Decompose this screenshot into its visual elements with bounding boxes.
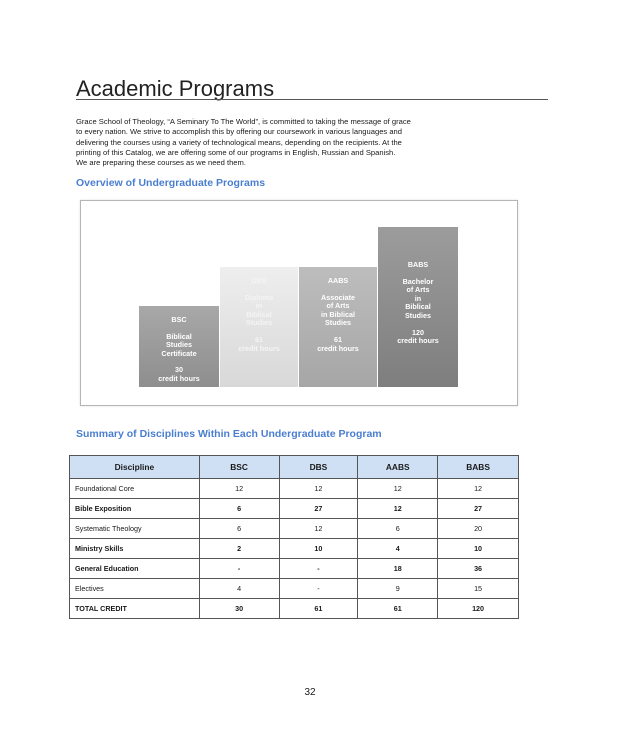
column-header: DBS <box>279 456 358 479</box>
table-cell: TOTAL CREDIT <box>70 599 200 619</box>
program-desc-line: Bachelor <box>402 276 434 286</box>
disciplines-table <box>69 455 519 619</box>
table-cell: 61 <box>358 599 438 619</box>
table-cell: 4 <box>358 539 438 559</box>
table-cell: - <box>279 559 358 579</box>
table-row <box>70 479 519 499</box>
column-header: BSC <box>199 456 279 479</box>
table-cell: 9 <box>358 579 438 599</box>
intro-line: delivering the courses using a variety of technological means, depending on the recipients. At the <box>76 137 402 147</box>
table-row <box>70 499 519 519</box>
table-cell: Foundational Core <box>70 479 200 499</box>
program-block-babs <box>378 227 458 387</box>
table-cell: 120 <box>438 599 519 619</box>
table-cell: 20 <box>438 519 519 539</box>
program-credits-label: credit hours <box>397 336 439 346</box>
program-code: BABS <box>407 260 429 269</box>
intro-line: to every nation. We strive to accomplish this by offering our coursework in various languages and <box>76 127 402 137</box>
table-cell: 10 <box>438 539 519 559</box>
table-cell: 18 <box>358 559 438 579</box>
program-desc-line: in <box>255 301 263 311</box>
table-cell: 12 <box>279 479 358 499</box>
table-cell: 27 <box>279 499 358 519</box>
column-header: AABS <box>358 456 438 479</box>
table-cell: 6 <box>199 519 279 539</box>
program-credits-label: credit hours <box>238 343 280 353</box>
program-desc-line: of Arts <box>406 285 430 295</box>
table-total-row <box>70 599 519 619</box>
table-cell: 4 <box>199 579 279 599</box>
table-cell: - <box>279 579 358 599</box>
intro-line: printing of this Catalog, we are offering some of our programs in English, Russian and Spanish. <box>76 147 396 157</box>
page-number: 32 <box>304 687 316 698</box>
table-row <box>70 539 519 559</box>
table-cell: 61 <box>279 599 358 619</box>
program-desc-line: Associate <box>321 292 355 302</box>
program-desc-line: Diploma <box>244 292 274 302</box>
program-credits-value: 61 <box>255 334 263 344</box>
program-credits-value: 61 <box>334 334 342 344</box>
program-credits-label: credit hours <box>158 373 200 383</box>
program-desc-line: in Biblical <box>321 309 355 319</box>
table-row <box>70 559 519 579</box>
program-desc-line: Biblical <box>166 331 192 341</box>
column-header: BABS <box>438 456 519 479</box>
intro-line: Grace School of Theology, “A Seminary To The World”, is committed to taking the message of grace <box>76 117 411 126</box>
table-cell: 15 <box>438 579 519 599</box>
table-cell: 30 <box>199 599 279 619</box>
page-title: Academic Programs <box>76 76 275 101</box>
table-cell: 12 <box>199 479 279 499</box>
table-row <box>70 519 519 539</box>
program-desc-line: in <box>414 293 422 303</box>
table-row <box>70 579 519 599</box>
program-desc-line: Studies <box>246 318 272 328</box>
table-cell: Electives <box>70 579 200 599</box>
program-desc-line: Studies <box>405 310 431 320</box>
table-cell: 10 <box>279 539 358 559</box>
program-code: AABS <box>327 276 349 285</box>
table-cell: 12 <box>438 479 519 499</box>
table-cell: Ministry Skills <box>70 539 200 559</box>
overview-heading: Overview of Undergraduate Programs <box>76 177 266 189</box>
program-credits-value: 30 <box>175 365 183 375</box>
intro-line: We are preparing these courses as we need them. <box>76 158 246 168</box>
program-desc-line: Studies <box>325 318 351 328</box>
program-credits-label: credit hours <box>317 343 359 353</box>
table-cell: 6 <box>199 499 279 519</box>
table-cell: 2 <box>199 539 279 559</box>
program-block-bsc <box>139 306 219 387</box>
table-cell: 36 <box>438 559 519 579</box>
table-cell: Systematic Theology <box>70 519 200 539</box>
intro-paragraph <box>76 117 546 168</box>
summary-heading: Summary of Disciplines Within Each Undergraduate Program <box>76 428 382 440</box>
column-header: Discipline <box>70 456 200 479</box>
table-cell: Bible Exposition <box>70 499 200 519</box>
table-cell: General Education <box>70 559 200 579</box>
table-cell: 12 <box>279 519 358 539</box>
table-cell: 12 <box>358 479 438 499</box>
program-block-dbs <box>220 267 298 387</box>
program-code: DBS <box>251 276 267 285</box>
table-header-row <box>70 456 519 479</box>
table-cell: 6 <box>358 519 438 539</box>
title-underline <box>76 99 548 100</box>
program-desc-line: Biblical <box>246 309 272 319</box>
table-cell: 27 <box>438 499 519 519</box>
table-cell: 12 <box>358 499 438 519</box>
program-credits-value: 120 <box>412 327 424 337</box>
table-cell: - <box>199 559 279 579</box>
program-desc-line: Certificate <box>161 348 197 358</box>
program-block-aabs <box>299 267 377 387</box>
program-desc-line: Biblical <box>405 302 431 312</box>
program-desc-line: Studies <box>166 340 192 350</box>
program-code: BSC <box>171 315 187 324</box>
program-desc-line: of Arts <box>326 301 350 311</box>
